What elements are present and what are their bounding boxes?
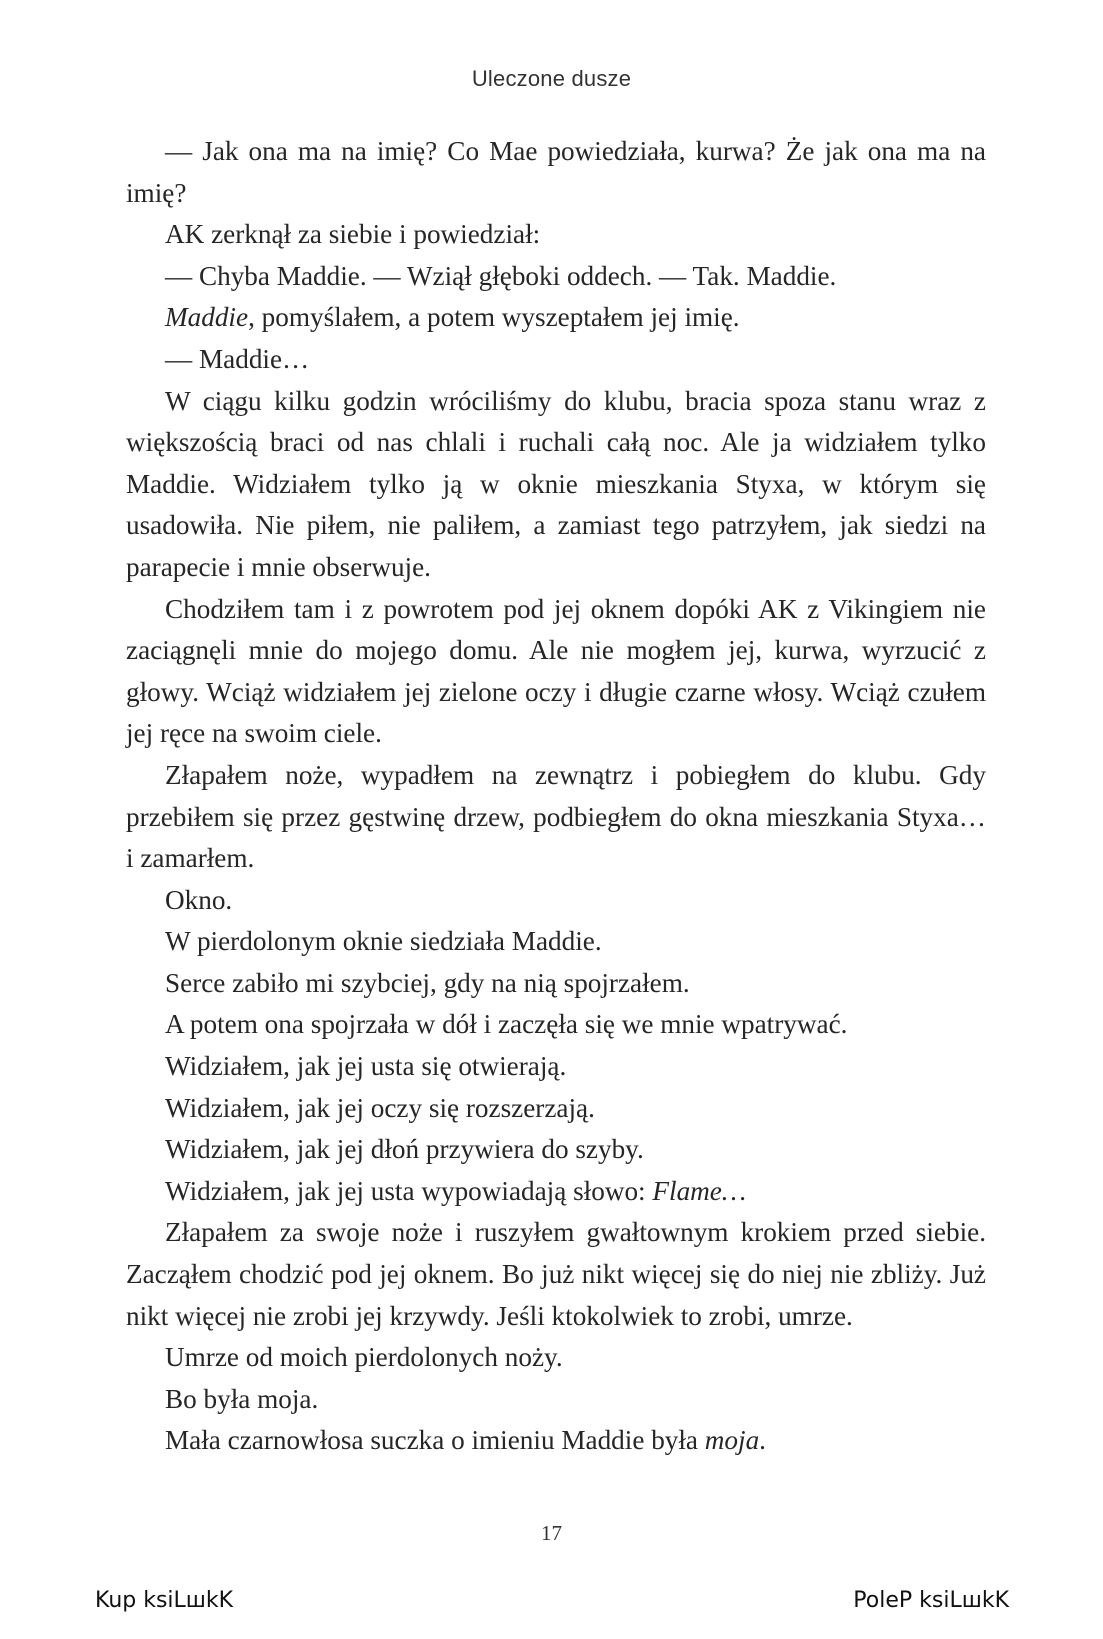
paragraph-emphasis: moja <box>704 1425 760 1456</box>
paragraph-emphasis: Flame… <box>652 1175 747 1206</box>
paragraph <box>126 880 986 922</box>
paragraph <box>126 755 986 880</box>
paragraph <box>126 1379 986 1421</box>
paragraph <box>126 214 986 256</box>
recommend-book-link[interactable]: PoleP ksiLшkK <box>853 1588 1009 1613</box>
paragraph-emphasis: Maddie <box>165 302 249 333</box>
paragraph-text: Złapałem noże, wypadłem na zewnątrz i pobiegłem do klubu. Gdy przebiłem się przez gęstwinę drzew, podbiegłem do okna mieszkania Styxa… i zamarłem. <box>126 759 986 874</box>
paragraph-text-tail: . <box>759 1425 766 1456</box>
paragraph <box>126 1129 986 1171</box>
paragraph-text: — Maddie… <box>165 343 310 374</box>
paragraph-text: Widziałem, jak jej usta się otwierają. <box>165 1051 567 1082</box>
paragraph <box>126 589 986 755</box>
paragraph-text: Mała czarnowłosa suczka o imieniu Maddie była <box>165 1425 705 1456</box>
paragraph-text: Umrze od moich pierdolonych noży. <box>165 1342 563 1373</box>
paragraph <box>126 297 986 339</box>
paragraph-text: Okno. <box>165 884 233 915</box>
body-text <box>126 131 986 1462</box>
running-title: Uleczone dusze <box>471 66 632 91</box>
paragraph <box>126 963 986 1005</box>
paragraph-text: A potem ona spojrzała w dół i zaczęła się we mnie wpatrywać. <box>165 1009 848 1040</box>
paragraph-text: AK zerknął za siebie i powiedział: <box>165 219 541 250</box>
paragraph-text: Złapałem za swoje noże i ruszyłem gwałtownym krokiem przed siebie. Zacząłem chodzić pod jej oknem. Bo już nikt więcej się do niej nie zbliży. Już nikt więcej nie zrobi jej krzywdy. Jeśli ktokolwiek to zrobi, umrze. <box>126 1217 986 1331</box>
paragraph <box>126 339 986 381</box>
paragraph <box>126 381 986 589</box>
page-number: 17 <box>541 1521 562 1545</box>
paragraph-text: Widziałem, jak jej oczy się rozszerzają. <box>165 1092 595 1123</box>
paragraph-text: , pomyślałem, a potem wyszeptałem jej imię. <box>248 302 740 333</box>
paragraph-text: Widziałem, jak jej dłoń przywiera do szyby. <box>165 1134 644 1165</box>
paragraph <box>126 1046 986 1088</box>
paragraph <box>126 1171 986 1213</box>
paragraph <box>126 1212 986 1337</box>
paragraph <box>126 256 986 298</box>
paragraph <box>126 1004 986 1046</box>
paragraph <box>126 131 986 214</box>
paragraph-text: Widziałem, jak jej usta wypowiadają słowo: <box>165 1175 653 1206</box>
paragraph-text: — Chyba Maddie. — Wziął głęboki oddech. — Tak. Maddie. <box>165 260 837 291</box>
paragraph <box>126 1420 986 1462</box>
paragraph-text: — Jak ona ma na imię? Co Mae powiedziała, kurwa? Że jak ona ma na imię? <box>126 136 986 208</box>
paragraph-text: Chodziłem tam i z powrotem pod jej oknem dopóki AK z Vikingiem nie zaciągnęli mnie do mojego domu. Ale nie mogłem jej, kurwa, wyrzucić z głowy. Wciąż widziałem jej zielone oczy i długie czarne włosy. Wciąż czułem jej ręce na swoim ciele. <box>126 593 986 749</box>
paragraph-text: W pierdolonym oknie siedziała Maddie. <box>165 926 602 957</box>
buy-book-link[interactable]: Kup ksiLшkK <box>95 1588 234 1613</box>
paragraph <box>126 921 986 963</box>
paragraph <box>126 1088 986 1130</box>
paragraph-text: Bo była moja. <box>165 1383 319 1414</box>
paragraph <box>126 1337 986 1379</box>
paragraph-text: Serce zabiło mi szybciej, gdy na nią spojrzałem. <box>165 967 690 998</box>
paragraph-text: W ciągu kilku godzin wróciliśmy do klubu, bracia spoza stanu wraz z większością braci od nas chlali i ruchali całą noc. Ale ja widziałem tylko Maddie. Widziałem tylko ją w oknie mieszkania Styxa, w którym się usadowiła. Nie piłem, nie paliłem, a zamiast tego patrzyłem, jak siedzi na parapecie i mnie obserwuje. <box>126 385 986 582</box>
